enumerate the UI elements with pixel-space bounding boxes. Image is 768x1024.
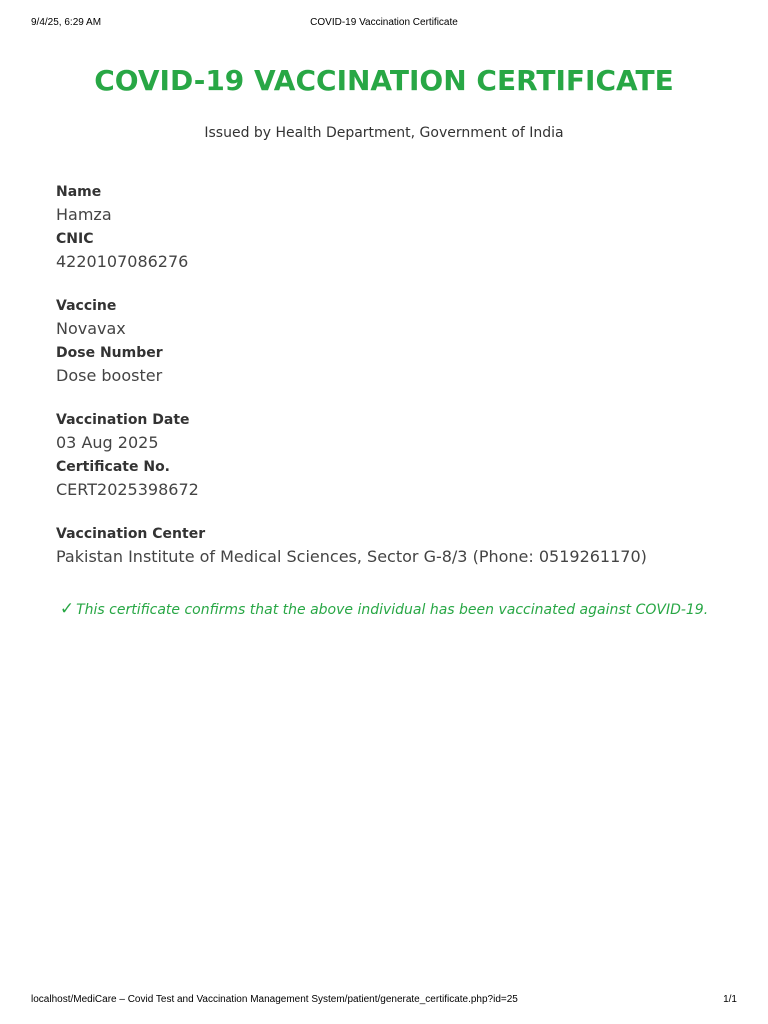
print-footer [31,994,737,1008]
checkmark-icon: ✓ [59,599,75,619]
confirmation-message [0,599,768,619]
vaccination-center-value: Pakistan Institute of Medical Sciences, Sector G-8/3 (Phone: 0519261170) [56,547,647,566]
certificate-details [56,182,736,591]
print-page-number: 1/1 [723,994,737,1005]
certificate-issuer: Issued by Health Department, Government of India [204,125,564,141]
certificate-title: COVID-19 VACCINATION CERTIFICATE [94,64,674,97]
vaccination-center-label: Vaccination Center [56,526,206,542]
certificate-number-value: CERT2025398672 [56,480,199,499]
date-group [56,410,736,504]
name-value: Hamza [56,205,112,224]
print-page-title: COVID-19 Vaccination Certificate [310,17,458,28]
vaccine-value: Novavax [56,319,126,338]
cnic-value: 4220107086276 [56,252,189,271]
center-group [56,524,736,571]
vaccine-label: Vaccine [56,298,117,314]
cnic-label: CNIC [56,231,94,247]
print-header [31,17,737,31]
vaccination-date-label: Vaccination Date [56,412,190,428]
print-datetime: 9/4/25, 6:29 AM [31,17,102,28]
dose-number-label: Dose Number [56,345,163,361]
identity-group [56,182,736,276]
vaccination-date-value: 03 Aug 2025 [56,433,159,452]
dose-number-value: Dose booster [56,366,163,385]
print-url: localhost/MediCare – Covid Test and Vaccination Management System/patient/generate_certificate.php?id=25 [31,994,518,1005]
certificate-number-label: Certificate No. [56,459,171,475]
confirmation-text: This certificate confirms that the above individual has been vaccinated against COVID-19. [76,602,709,618]
vaccine-group [56,296,736,390]
name-label: Name [56,184,102,200]
